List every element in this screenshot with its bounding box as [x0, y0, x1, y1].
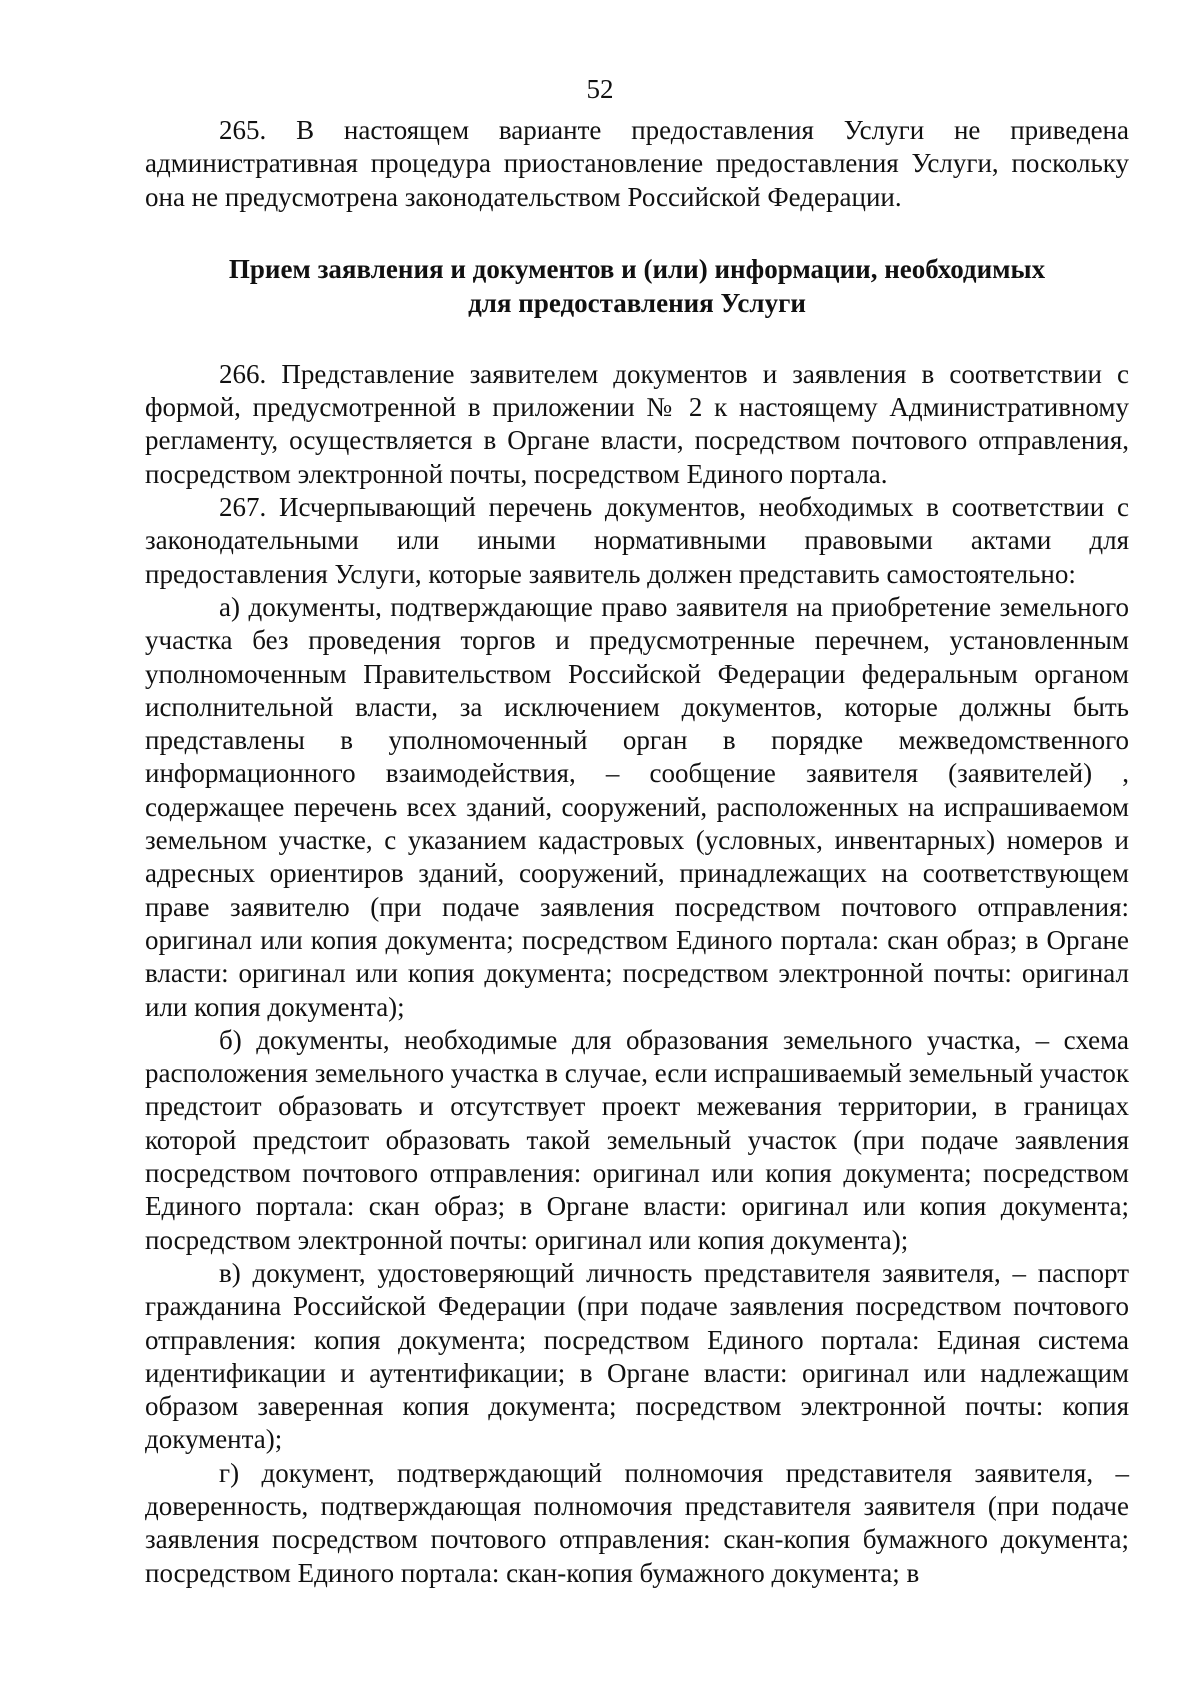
paragraph-266: 266. Представление заявителем документов и заявления в соответствии с формой, предусмотренной в приложении № 2 к настоящему Административному регламенту, осуществляется в Органе власти, посредством почтового отправления, посредством электронной почты, посредством Единого портала. — [145, 358, 1129, 489]
paragraph-267: 267. Исчерпывающий перечень документов, необходимых в соответствии с законодательными или иными нормативными правовыми актами для предоставления Услуги, которые заявитель должен представить самостоятельно: — [145, 492, 1129, 589]
page-number: 52 — [586, 74, 614, 104]
section-heading — [145, 252, 1129, 320]
list-item-b: б) документы, необходимые для образования земельного участка, – схема расположения земельного участка в случае, если испрашиваемый земельный участок предстоит образовать и отсутствует проект межевания территории, в границах которой предстоит образовать такой земельный участок (при подаче заявления посредством почтового отправления: оригинал или копия документа; посредством Единого портала: скан образ; в Органе власти: оригинал или копия документа; посредством электронной почты: оригинал или копия документа); — [145, 1024, 1129, 1255]
paragraph-265: 265. В настоящем варианте предоставления Услуги не приведена административная процедура приостановление предоставления Услуги, поскольку она не предусмотрена законодательством Российской Федерации. — [145, 115, 1129, 212]
section-heading-line-1: Прием заявления и документов и (или) информации, необходимых — [228, 253, 1046, 284]
document-body — [145, 114, 1129, 1590]
list-item-g: г) документ, подтверждающий полномочия представителя заявителя, – доверенность, подтверждающая полномочия представителя заявителя (при подаче заявления посредством почтового отправления: скан-копия бумажного документа; посредством Единого портала: скан-копия бумажного документа; в — [145, 1457, 1129, 1588]
list-item-v: в) документ, удостоверяющий личность представителя заявителя, – паспорт гражданина Российской Федерации (при подаче заявления посредством почтового отправления: копия документа; посредством Единого портала: Единая система идентификации и аутентификации; в Органе власти: оригинал или надлежащим образом заверенная копия документа; посредством электронной почты: копия документа); — [145, 1257, 1129, 1455]
list-item-a: а) документы, подтверждающие право заявителя на приобретение земельного участка без проведения торгов и предусмотренные перечнем, установленным уполномоченным Правительством Российской Федерации федеральным органом исполнительной власти, за исключением документов, которые должны быть представлены в уполномоченный орган в порядке межведомственного информационного взаимодействия, – сообщение заявителя (заявителей) , содержащее перечень всех зданий, сооружений, расположенных на испрашиваемом земельном участке, с указанием кадастровых (условных, инвентарных) номеров и адресных ориентиров зданий, сооружений, принадлежащих на соответствующем праве заявителю (при подаче заявления посредством почтового отправления: оригинал или копия документа; посредством Единого портала: скан образ; в Органе власти: оригинал или копия документа; посредством электронной почты: оригинал или копия документа); — [145, 591, 1129, 1022]
section-heading-line-2: для предоставления Услуги — [468, 287, 806, 318]
